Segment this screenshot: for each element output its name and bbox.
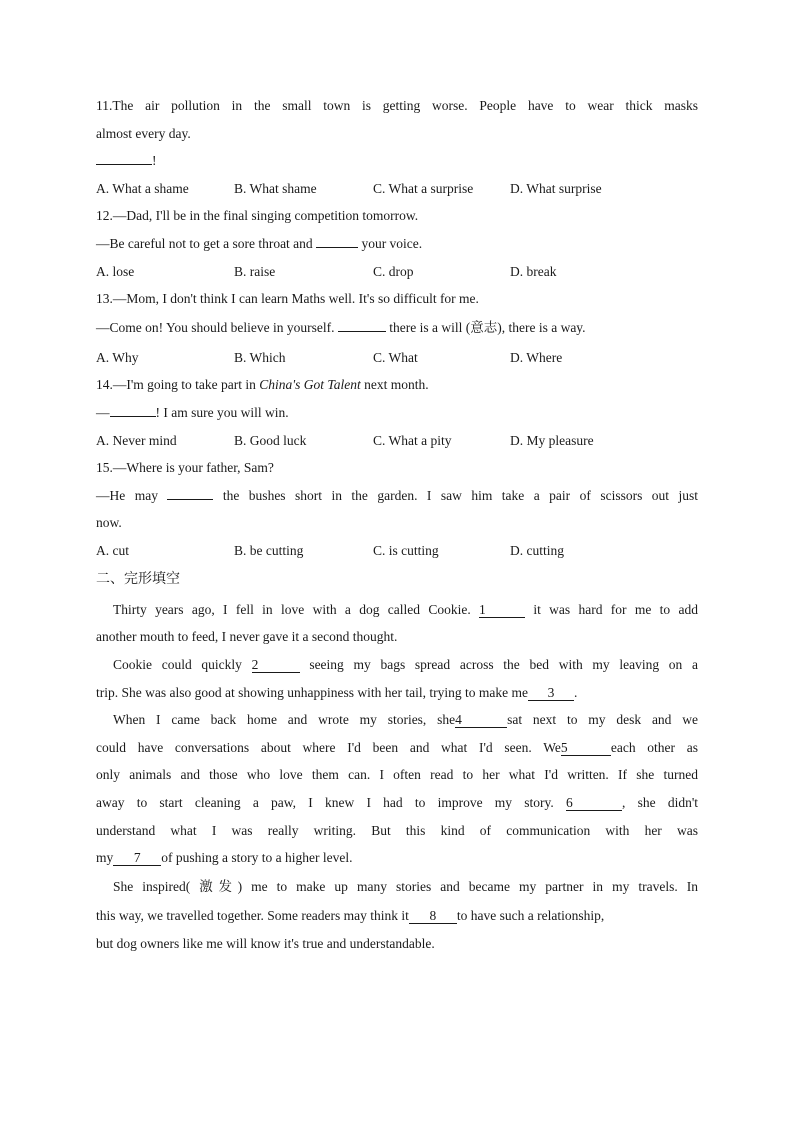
q13-stem: 13.—Mom, I don't think I can learn Maths well. It's so difficult for me. xyxy=(96,291,479,306)
q12-option-a[interactable]: A. lose xyxy=(96,264,135,279)
cloze-p3-line6: my 7 of pushing a story to a higher level. xyxy=(96,850,353,865)
q12-option-d[interactable]: D. break xyxy=(510,264,557,279)
cloze-p1-line2: another mouth to feed, I never gave it a second thought. xyxy=(96,629,398,644)
q12-reply: —Be careful not to get a sore throat and your voice. xyxy=(96,236,423,251)
answer-blank[interactable] xyxy=(316,247,358,248)
cloze-blank-2[interactable]: 2 xyxy=(252,658,300,673)
q12-stem: 12.—Dad, I'll be in the final singing competition tomorrow. xyxy=(96,208,419,223)
cloze-blank-6[interactable]: 6 xyxy=(566,796,622,811)
q14-option-c[interactable]: C. What a pity xyxy=(373,433,452,448)
cloze-p1-line1: Thirty years ago, I fell in love with a dog called Cookie. 1 it was hard for me to add xyxy=(113,602,698,617)
cloze-p3-line1: When I came back home and wrote my stories, she4 sat next to my desk and we xyxy=(113,712,698,727)
q15-reply-line2: now. xyxy=(96,515,122,530)
q14-option-b[interactable]: B. Good luck xyxy=(234,433,307,448)
cloze-p4-line3: but dog owners like me will know it's true and understandable. xyxy=(96,936,435,951)
cloze-blank-4[interactable]: 4 xyxy=(455,713,507,728)
q13-option-c[interactable]: C. What xyxy=(373,350,418,365)
answer-blank[interactable] xyxy=(338,331,386,332)
cloze-blank-7[interactable]: 7 xyxy=(113,851,161,866)
q14-stem: 14.—I'm going to take part in China's Got Talent next month. xyxy=(96,377,429,392)
q15-option-c[interactable]: C. is cutting xyxy=(373,543,439,558)
answer-blank[interactable] xyxy=(96,164,152,165)
q13-reply: —Come on! You should believe in yourself. there is a will (意志), there is a way. xyxy=(96,320,586,335)
q15-option-a[interactable]: A. cut xyxy=(96,543,129,558)
section-heading-cloze: 二、完形填空 xyxy=(96,571,180,587)
cloze-p3-line5: understand what I was really writing. But this kind of communication with her was xyxy=(96,823,698,838)
q11-option-c[interactable]: C. What a surprise xyxy=(373,181,474,196)
q15-option-d[interactable]: D. cutting xyxy=(510,543,564,558)
q13-option-b[interactable]: B. Which xyxy=(234,350,286,365)
cloze-blank-1[interactable]: 1 xyxy=(479,603,525,618)
q14-reply: — ! I am sure you will win. xyxy=(96,405,289,420)
q12-option-b[interactable]: B. raise xyxy=(234,264,276,279)
q15-reply: —He may the bushes short in the garden. I saw him take a pair of scissors out just xyxy=(96,488,698,503)
q11-prompt: ! xyxy=(96,152,157,170)
q15-option-b[interactable]: B. be cutting xyxy=(234,543,304,558)
answer-blank[interactable] xyxy=(110,416,156,417)
cloze-p2-line1: Cookie could quickly 2 seeing my bags spread across the bed with my leaving on a xyxy=(113,657,699,672)
cloze-p3-line4: away to start cleaning a paw, I knew I had to improve my story. 6 , she didn't xyxy=(96,795,699,810)
answer-blank[interactable] xyxy=(167,499,213,500)
q13-option-a[interactable]: A. Why xyxy=(96,350,139,365)
q11-option-d[interactable]: D. What surprise xyxy=(510,181,602,196)
cloze-p3-line3: only animals and those who love them can. I often read to her what I'd written. If she turned xyxy=(96,767,698,782)
cloze-p4-line2: this way, we travelled together. Some readers may think it 8 to have such a relationship, xyxy=(96,908,605,923)
cloze-blank-3[interactable]: 3 xyxy=(528,686,574,701)
q14-option-d[interactable]: D. My pleasure xyxy=(510,433,594,448)
q11-option-a[interactable]: A. What a shame xyxy=(96,181,189,196)
cloze-p2-line2: trip. She was also good at showing unhappiness with her tail, trying to make me 3 . xyxy=(96,685,578,700)
q13-option-d[interactable]: D. Where xyxy=(510,350,563,365)
cloze-blank-5[interactable]: 5 xyxy=(561,741,611,756)
q15-stem: 15.—Where is your father, Sam? xyxy=(96,460,274,475)
q14-option-a[interactable]: A. Never mind xyxy=(96,433,177,448)
q12-option-c[interactable]: C. drop xyxy=(373,264,414,279)
show-title: China's Got Talent xyxy=(259,377,361,392)
cloze-blank-8[interactable]: 8 xyxy=(409,909,457,924)
cloze-p3-line2: could have conversations about where I'd been and what I'd seen. We5 each other as xyxy=(96,740,698,755)
cloze-p4-line1: She inspired( 激发) me to make up many stories and became my partner in my travels. In xyxy=(113,879,698,894)
q11-stem-line1: 11.The air pollution in the small town is getting worse. People have to wear thick masks xyxy=(96,98,698,113)
q11-option-b[interactable]: B. What shame xyxy=(234,181,317,196)
q11-stem-line2: almost every day. xyxy=(96,126,191,141)
